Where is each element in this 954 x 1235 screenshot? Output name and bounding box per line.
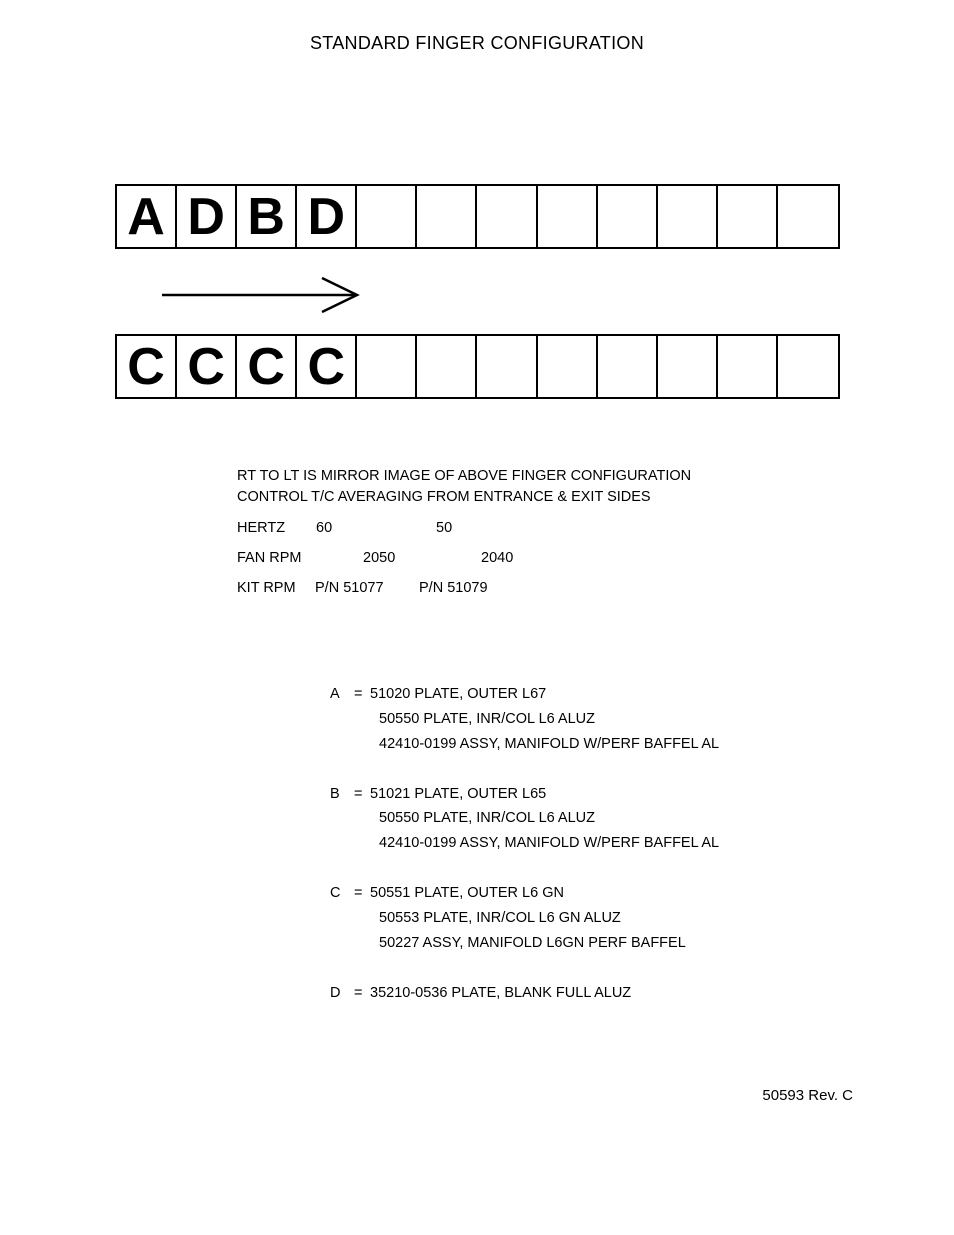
finger-cell (477, 336, 537, 397)
legend-equals: = (354, 686, 363, 702)
finger-cell: C (297, 336, 357, 397)
legend-equals: = (354, 786, 363, 802)
finger-cell: C (117, 336, 177, 397)
kit-rpm-label: KIT RPM (237, 580, 296, 596)
hertz-label: HERTZ (237, 520, 286, 536)
finger-cell: D (297, 186, 357, 247)
averaging-note: CONTROL T/C AVERAGING FROM ENTRANCE & EXIT SIDES (237, 489, 651, 505)
legend-equals: = (354, 985, 363, 1001)
legend-line: 50551 PLATE, OUTER L6 GN (370, 885, 564, 901)
finger-cell (417, 186, 477, 247)
kit-rpm-value-1: P/N 51077 (315, 580, 384, 596)
legend-key-b: B (330, 786, 340, 802)
legend-key-c: C (330, 885, 341, 901)
finger-cell (778, 336, 838, 397)
direction-arrow-icon (160, 276, 362, 314)
hertz-value-2: 50 (436, 520, 453, 536)
kit-rpm-value-2: P/N 51079 (419, 580, 488, 596)
finger-cell (778, 186, 838, 247)
finger-cell (357, 336, 417, 397)
finger-cell (598, 336, 658, 397)
finger-cell: C (177, 336, 237, 397)
finger-cell: A (117, 186, 177, 247)
legend-key-a: A (330, 686, 340, 702)
finger-cell (598, 186, 658, 247)
legend-key-d: D (330, 985, 341, 1001)
fan-rpm-value-1: 2050 (363, 550, 396, 566)
legend-line: 51021 PLATE, OUTER L65 (370, 786, 547, 802)
finger-cell (538, 336, 598, 397)
legend-line: 50553 PLATE, INR/COL L6 GN ALUZ (379, 910, 621, 926)
finger-cell: B (237, 186, 297, 247)
legend-line: 50550 PLATE, INR/COL L6 ALUZ (379, 810, 595, 826)
legend-line: 42410-0199 ASSY, MANIFOLD W/PERF BAFFEL AL (379, 835, 720, 851)
mirror-note: RT TO LT IS MIRROR IMAGE OF ABOVE FINGER CONFIGURATION (237, 468, 692, 484)
revision-label: 50593 Rev. C (762, 1087, 853, 1104)
finger-cell (538, 186, 598, 247)
legend-line: 50227 ASSY, MANIFOLD L6GN PERF BAFFEL (379, 935, 686, 951)
finger-cell (658, 336, 718, 397)
legend-line: 50550 PLATE, INR/COL L6 ALUZ (379, 711, 595, 727)
page-title: STANDARD FINGER CONFIGURATION (309, 33, 645, 53)
finger-cell (658, 186, 718, 247)
finger-cell (477, 186, 537, 247)
finger-row-bottom (115, 334, 840, 399)
finger-cell (357, 186, 417, 247)
legend-line: 35210-0536 PLATE, BLANK FULL ALUZ (370, 985, 632, 1001)
fan-rpm-value-2: 2040 (481, 550, 514, 566)
finger-cell: D (177, 186, 237, 247)
legend-line: 42410-0199 ASSY, MANIFOLD W/PERF BAFFEL AL (379, 736, 720, 752)
finger-cell: C (237, 336, 297, 397)
finger-cell (417, 336, 477, 397)
finger-cell (718, 186, 778, 247)
hertz-value-1: 60 (316, 520, 333, 536)
legend-line: 51020 PLATE, OUTER L67 (370, 686, 547, 702)
fan-rpm-label: FAN RPM (237, 550, 302, 566)
finger-cell (718, 336, 778, 397)
legend-equals: = (354, 885, 363, 901)
finger-row-top (115, 184, 840, 249)
